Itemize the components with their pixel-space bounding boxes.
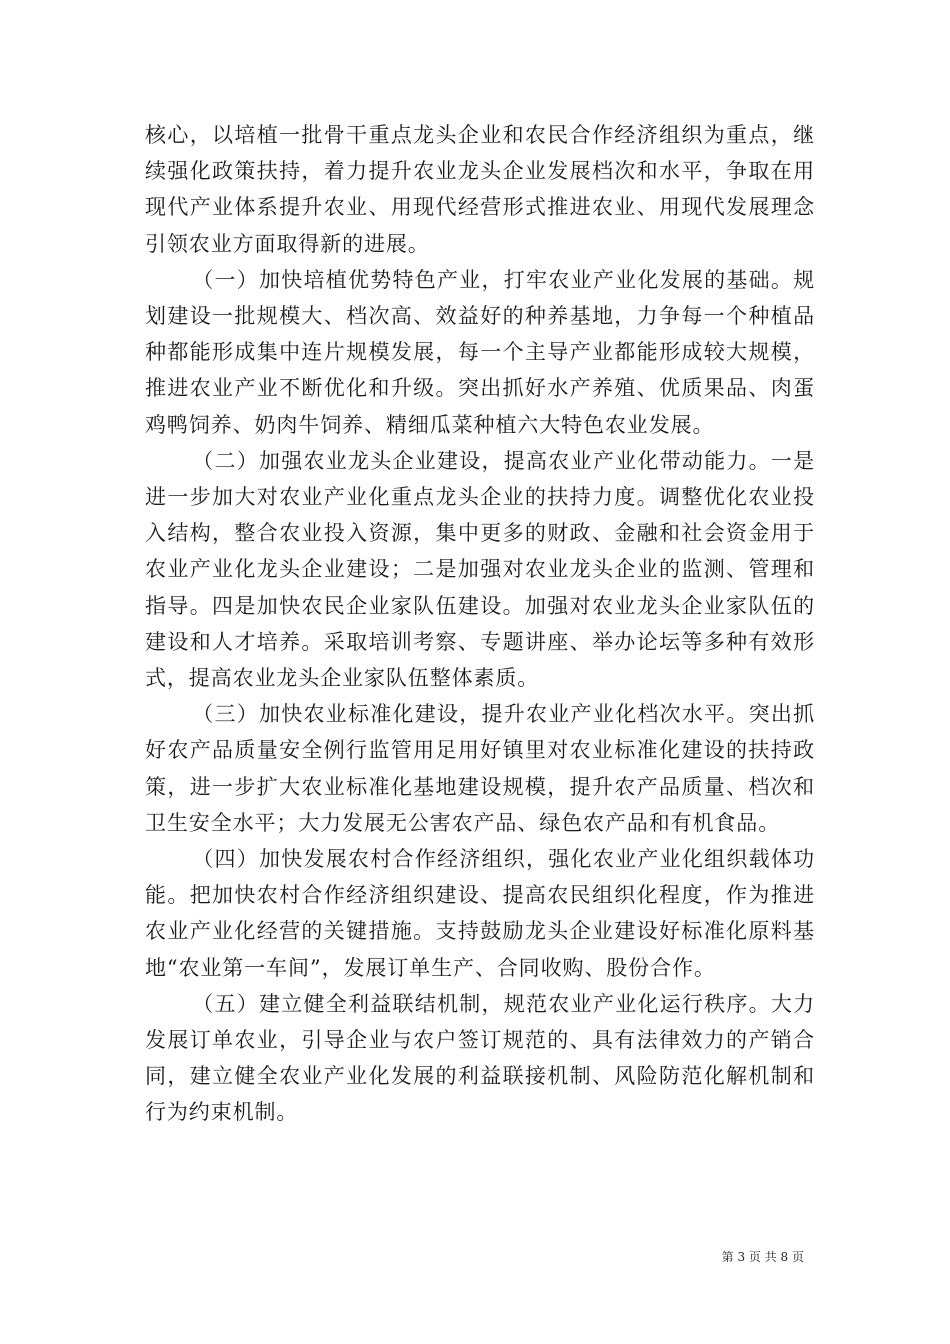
paragraph-section-3: （三）加快农业标准化建设，提升农业产业化档次水平。突出抓好农产品质量安全例行监管用足用好镇里对农业标准化建设的扶持政策，进一步扩大农业标准化基地建设规模，提升农产品质量、档次和卫生安全水平；大力发展无公害农产品、绿色农产品和有机食品。 [145, 702, 815, 835]
page-number-footer: 第 3 页 共 8 页 [721, 1250, 804, 1264]
paragraph-section-4: （四）加快发展农村合作经济组织，强化农业产业化组织载体功能。把加快农村合作经济组织建设、提高农民组织化程度，作为推进农业产业化经营的关键措施。支持鼓励龙头企业建设好标准化原料基地“农业第一车间”，发展订单生产、合同收购、股份合作。 [145, 847, 815, 980]
paragraph-section-1: （一）加快培植优势特色产业，打牢农业产业化发展的基础。规划建设一批规模大、档次高、效益好的种养基地，力争每一个种植品种都能形成集中连片规模发展，每一个主导产业都能形成较大规模，推进农业产业不断优化和升级。突出抓好水产养殖、优质果品、肉蛋鸡鸭饲养、奶肉牛饲养、精细瓜菜种植六大特色农业发展。 [145, 267, 815, 437]
paragraph-continuation: 核心，以培植一批骨干重点龙头企业和农民合作经济组织为重点，继续强化政策扶持，着力提升农业龙头企业发展档次和水平，争取在用现代产业体系提升农业、用现代经营形式推进农业、用现代发展理念引领农业方面取得新的进展。 [145, 123, 815, 256]
paragraph-section-2: （二）加强农业龙头企业建设，提高农业产业化带动能力。一是进一步加大对农业产业化重点龙头企业的扶持力度。调整优化农业投入结构，整合农业投入资源，集中更多的财政、金融和社会资金用于农业产业化龙头企业建设；二是加强对农业龙头企业的监测、管理和指导。四是加快农民企业家队伍建设。加强对农业龙头企业家队伍的建设和人才培养。采取培训考察、专题讲座、举办论坛等多种有效形式，提高农业龙头企业家队伍整体素质。 [145, 448, 815, 691]
document-body [145, 117, 815, 1131]
paragraph-section-5: （五）建立健全利益联结机制，规范农业产业化运行秩序。大力发展订单农业，引导企业与农户签订规范的、具有法律效力的产销合同，建立健全农业产业化发展的利益联接机制、风险防范化解机制和行为约束机制。 [145, 991, 815, 1125]
